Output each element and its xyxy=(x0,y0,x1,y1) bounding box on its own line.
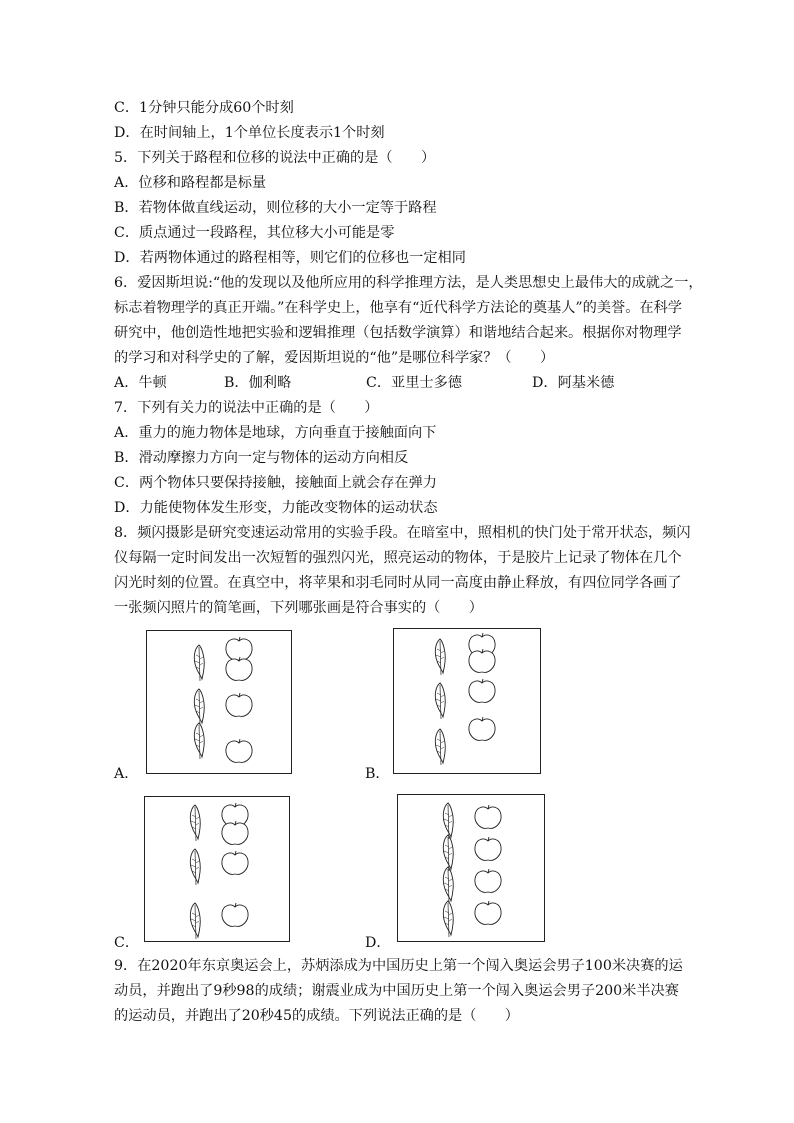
q6-stem-line3: 研究中，他创造性地把实验和逻辑推理（包括数学演算）和谐地结合起来。根据你对物理学 xyxy=(114,325,682,341)
apple-icon xyxy=(469,649,495,672)
figure-a-drawing xyxy=(147,631,293,775)
q7-stem: 7．下列有关力的说法中正确的是（ ） xyxy=(114,400,379,416)
apple-icon xyxy=(226,657,252,680)
figure-d-label: D． xyxy=(365,935,391,951)
q6-stem-line1: 6．爱因斯坦说:“他的发现以及他所应用的科学推理方法，是人类思想史上最伟大的成就之一， xyxy=(114,275,703,291)
figure-b xyxy=(393,628,541,774)
figure-c-label: C． xyxy=(114,935,140,951)
apple-icon xyxy=(226,693,252,716)
apple-icon xyxy=(222,821,248,844)
apple-icon xyxy=(222,903,248,926)
apple-icon xyxy=(475,901,501,924)
feather-icon xyxy=(435,683,445,719)
feather-icon xyxy=(190,849,200,885)
apple-icon xyxy=(222,803,248,826)
q5-option-c: C．质点通过一段路程，其位移大小可能是零 xyxy=(114,225,395,241)
feather-icon xyxy=(194,689,204,725)
q7-option-a: A．重力的施力物体是地球，方向垂直于接触面向下 xyxy=(114,425,437,441)
q7-option-d: D．力能使物体发生形变，力能改变物体的运动状态 xyxy=(114,500,438,516)
q6-option-c: C．亚里士多德 xyxy=(366,375,462,391)
q7-option-b: B．滑动摩擦力方向一定与物体的运动方向相反 xyxy=(114,450,409,466)
q8-stem-line1: 8．频闪摄影是研究变速运动常用的实验手段。在暗室中，照相机的快门处于常开状态，频闪 xyxy=(114,525,691,541)
feather-icon xyxy=(443,803,453,839)
apple-icon xyxy=(226,637,252,660)
figure-b-label: B． xyxy=(365,766,390,782)
apple-icon xyxy=(226,739,252,762)
q6-option-d: D．阿基米德 xyxy=(532,375,615,391)
feather-icon xyxy=(443,835,453,871)
apple-icon xyxy=(469,679,495,702)
q9-stem-line3: 的运动员，并跑出了20秒45的成绩。下列说法正确的是（ ） xyxy=(114,1008,519,1024)
apple-icon xyxy=(475,805,501,828)
feather-icon xyxy=(443,867,453,903)
feather-icon xyxy=(190,805,200,841)
figure-a-label: A． xyxy=(114,766,139,782)
q4-option-d: D．在时间轴上，1个单位长度表示1个时刻 xyxy=(114,125,385,141)
figure-d-drawing xyxy=(398,795,546,943)
q8-stem-line4: 一张频闪照片的简笔画，下列哪张画是符合事实的（ ） xyxy=(114,600,483,616)
q6-options xyxy=(114,371,674,395)
q8-stem-line3: 闪光时刻的位置。在真空中，将苹果和羽毛同时从同一高度由静止释放，有四位同学各画了 xyxy=(114,575,682,591)
q9-stem-line2: 动员，并跑出了9秒98的成绩；谢震业成为中国历史上第一个闯入奥运会男子200米半决赛 xyxy=(114,983,679,999)
apple-icon xyxy=(475,869,501,892)
q5-option-b: B．若物体做直线运动，则位移的大小一定等于路程 xyxy=(114,200,437,216)
q8-stem-line2: 仪每隔一定时间发出一次短暂的强烈闪光，照亮运动的物体，于是胶片上记录了物体在几个 xyxy=(114,550,682,566)
q5-option-d: D．若两物体通过的路程相等，则它们的位移也一定相同 xyxy=(114,250,466,266)
apple-icon xyxy=(475,837,501,860)
feather-icon xyxy=(190,903,200,939)
feather-icon xyxy=(194,723,204,759)
q5-option-a: A．位移和路程都是标量 xyxy=(114,175,267,191)
feather-icon xyxy=(194,645,204,681)
q6-stem-line4: 的学习和对科学史的了解，爱因斯坦说的“他”是哪位科学家？（ ） xyxy=(114,350,555,366)
q6-stem-line2: 标志着物理学的真正开端。”在科学史上，他享有“近代科学方法论的奠基人”的美誉。在科学 xyxy=(114,300,682,316)
figure-d xyxy=(397,794,545,942)
q5-stem: 5．下列关于路程和位移的说法中正确的是（ ） xyxy=(114,150,436,166)
apple-icon xyxy=(222,851,248,874)
feather-icon xyxy=(435,729,445,765)
figure-b-drawing xyxy=(394,629,542,775)
feather-icon xyxy=(443,901,453,937)
figure-a xyxy=(146,630,292,774)
figure-c xyxy=(144,796,290,942)
q7-option-c: C．两个物体只要保持接触，接触面上就会存在弹力 xyxy=(114,475,437,491)
feather-icon xyxy=(435,639,445,675)
q6-option-b: B．伽利略 xyxy=(224,375,292,391)
q6-option-a: A．牛顿 xyxy=(114,375,167,391)
q9-stem-line1: 9．在2020年东京奥运会上，苏炳添成为中国历史上第一个闯入奥运会男子100米决赛的运 xyxy=(114,958,683,974)
apple-icon xyxy=(469,717,495,740)
q4-option-c: C．1分钟只能分成60个时刻 xyxy=(114,100,294,116)
figure-c-drawing xyxy=(145,797,291,943)
